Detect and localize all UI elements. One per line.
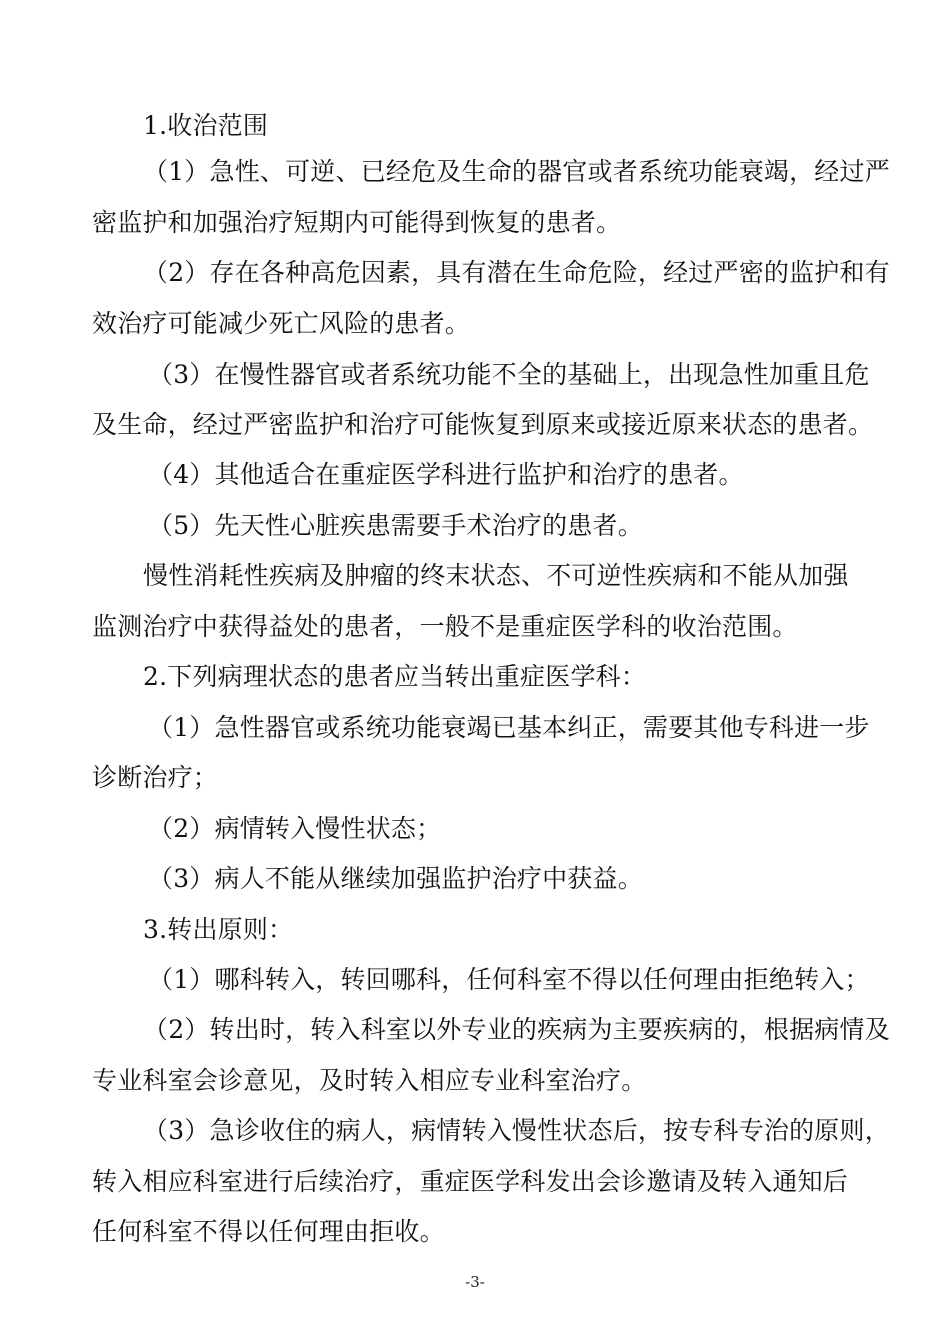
paragraph-line: 及生命，经过严密监护和治疗可能恢复到原来或接近原来状态的患者。 — [92, 410, 874, 439]
paragraph-line: 慢性消耗性疾病及肿瘤的终末状态、不可逆性疾病和不能从加强 — [143, 561, 849, 590]
section-heading-transfer-out: 2.下列病理状态的患者应当转出重症医学科： — [143, 662, 647, 691]
page-number: -3- — [465, 1273, 485, 1291]
paragraph-line: （1）哪科转入，转回哪科，任何科室不得以任何理由拒绝转入； — [148, 965, 870, 994]
paragraph-line: （1）急性器官或系统功能衰竭已基本纠正，需要其他专科进一步 — [148, 713, 870, 742]
paragraph-line: （3）在慢性器官或者系统功能不全的基础上，出现急性加重且危 — [148, 360, 870, 389]
paragraph-line: 诊断治疗； — [92, 763, 219, 792]
paragraph-line: （2）存在各种高危因素，具有潜在生命危险，经过严密的监护和有 — [143, 258, 890, 287]
paragraph-line: （3）病人不能从继续加强监护治疗中获益。 — [148, 864, 643, 893]
section-heading-admission-scope: 1.收治范围 — [143, 111, 269, 140]
section-heading-transfer-principles: 3.转出原则： — [143, 915, 294, 944]
paragraph-line: （5）先天性心脏疾患需要手术治疗的患者。 — [148, 511, 643, 540]
paragraph-line: （4）其他适合在重症医学科进行监护和治疗的患者。 — [148, 460, 744, 489]
paragraph-line: 效治疗可能减少死亡风险的患者。 — [92, 309, 471, 338]
paragraph-line: 转入相应科室进行后续治疗，重症医学科发出会诊邀请及转入通知后 — [92, 1167, 849, 1196]
paragraph-line: 任何科室不得以任何理由拒收。 — [92, 1217, 445, 1246]
paragraph-line: （1）急性、可逆、已经危及生命的器官或者系统功能衰竭，经过严 — [143, 157, 890, 186]
paragraph-line: 密监护和加强治疗短期内可能得到恢复的患者。 — [92, 208, 622, 237]
paragraph-line: （2）病情转入慢性状态； — [148, 814, 442, 843]
paragraph-line: 监测治疗中获得益处的患者，一般不是重症医学科的收治范围。 — [92, 612, 798, 641]
paragraph-line: （3）急诊收住的病人，病情转入慢性状态后，按专科专治的原则， — [143, 1116, 890, 1145]
paragraph-line: 专业科室会诊意见，及时转入相应专业科室治疗。 — [92, 1066, 647, 1095]
paragraph-line: （2）转出时，转入科室以外专业的疾病为主要疾病的，根据病情及 — [143, 1015, 890, 1044]
